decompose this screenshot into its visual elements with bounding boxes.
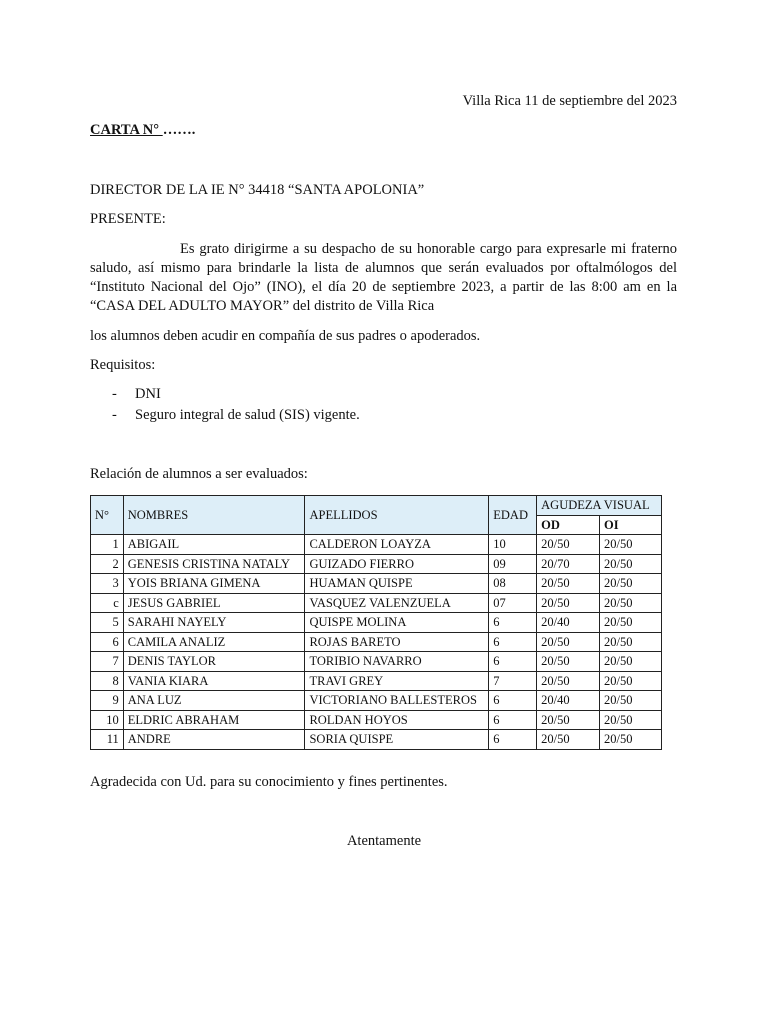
cell-nombres: GENESIS CRISTINA NATALY	[123, 554, 305, 574]
requirements-title: Requisitos:	[90, 357, 156, 373]
cell-od: 20/50	[537, 535, 600, 555]
header-agudeza: AGUDEZA VISUAL	[537, 496, 662, 516]
cell-oi: 20/50	[600, 671, 662, 691]
cell-num: 6	[91, 632, 124, 652]
table-row	[91, 574, 662, 594]
cell-nombres: ELDRIC ABRAHAM	[123, 710, 305, 730]
cell-num: 11	[91, 730, 124, 750]
closing-text: Agradecida con Ud. para su conocimiento y fines pertinentes.	[90, 774, 448, 790]
table-row	[91, 613, 662, 633]
cell-num: 3	[91, 574, 124, 594]
carta-dots: …….	[162, 122, 196, 138]
cell-nombres: ABIGAIL	[123, 535, 305, 555]
requirement-item	[90, 407, 360, 428]
cell-oi: 20/50	[600, 613, 662, 633]
cell-oi: 20/50	[600, 535, 662, 555]
requirement-item	[90, 386, 360, 407]
cell-num: 2	[91, 554, 124, 574]
cell-apellidos: TORIBIO NAVARRO	[305, 652, 489, 672]
cell-apellidos: ROJAS BARETO	[305, 632, 489, 652]
cell-od: 20/50	[537, 574, 600, 594]
recipient: DIRECTOR DE LA IE N° 34418 “SANTA APOLONIA”	[90, 182, 425, 198]
sign-off: Atentamente	[346, 833, 422, 849]
header-edad: EDAD	[489, 496, 537, 535]
presente-label: PRESENTE:	[90, 211, 166, 227]
cell-num: 5	[91, 613, 124, 633]
header-apellidos: APELLIDOS	[305, 496, 489, 535]
cell-oi: 20/50	[600, 593, 662, 613]
cell-num: 10	[91, 710, 124, 730]
cell-nombres: SARAHI NAYELY	[123, 613, 305, 633]
cell-oi: 20/50	[600, 632, 662, 652]
cell-nombres: JESUS GABRIEL	[123, 593, 305, 613]
cell-od: 20/50	[537, 652, 600, 672]
table-row	[91, 535, 662, 555]
table-row	[91, 671, 662, 691]
cell-edad: 07	[489, 593, 537, 613]
cell-nombres: VANIA KIARA	[123, 671, 305, 691]
cell-od: 20/70	[537, 554, 600, 574]
cell-oi: 20/50	[600, 691, 662, 711]
relation-title: Relación de alumnos a ser evaluados:	[90, 466, 308, 482]
cell-num: 9	[91, 691, 124, 711]
cell-apellidos: SORIA QUISPE	[305, 730, 489, 750]
requirement-text: Seguro integral de salud (SIS) vigente.	[135, 407, 360, 423]
table-body	[91, 535, 662, 750]
cell-od: 20/40	[537, 613, 600, 633]
cell-nombres: ANDRE	[123, 730, 305, 750]
table-row	[91, 730, 662, 750]
header-oi: OI	[600, 515, 662, 535]
cell-edad: 08	[489, 574, 537, 594]
cell-edad: 6	[489, 632, 537, 652]
cell-edad: 10	[489, 535, 537, 555]
cell-num: 8	[91, 671, 124, 691]
cell-edad: 6	[489, 730, 537, 750]
header-num: N°	[91, 496, 124, 535]
cell-num: c	[91, 593, 124, 613]
requirement-text: DNI	[135, 386, 161, 402]
cell-edad: 6	[489, 652, 537, 672]
cell-oi: 20/50	[600, 554, 662, 574]
table-row	[91, 652, 662, 672]
letter-number	[90, 122, 195, 139]
list-dash: -	[112, 407, 117, 423]
cell-edad: 09	[489, 554, 537, 574]
cell-oi: 20/50	[600, 652, 662, 672]
cell-oi: 20/50	[600, 710, 662, 730]
table-row	[91, 691, 662, 711]
cell-oi: 20/50	[600, 574, 662, 594]
table-row	[91, 554, 662, 574]
cell-edad: 6	[489, 613, 537, 633]
cell-od: 20/50	[537, 593, 600, 613]
cell-od: 20/50	[537, 730, 600, 750]
table-row	[91, 632, 662, 652]
carta-label: CARTA N°	[90, 122, 163, 138]
cell-apellidos: VICTORIANO BALLESTEROS	[305, 691, 489, 711]
requirements-list	[90, 386, 360, 428]
cell-nombres: CAMILA ANALIZ	[123, 632, 305, 652]
header-nombres: NOMBRES	[123, 496, 305, 535]
cell-apellidos: GUIZADO FIERRO	[305, 554, 489, 574]
cell-num: 7	[91, 652, 124, 672]
parents-note: los alumnos deben acudir en compañía de sus padres o apoderados.	[90, 328, 481, 344]
cell-od: 20/40	[537, 691, 600, 711]
body-paragraph: Es grato dirigirme a su despacho de su honorable cargo para expresarle mi fraterno saludo, así mismo para brindarle la lista de alumnos que serán evaluados por oftalmólogos del “Instituto Nacional del Ojo” (INO), el día 20 de septiembre 2023, a partir de las 8:00 am en la “CASA DEL ADULTO MAYOR” del distrito de Villa Rica	[90, 241, 677, 314]
cell-apellidos: VASQUEZ VALENZUELA	[305, 593, 489, 613]
cell-num: 1	[91, 535, 124, 555]
cell-apellidos: QUISPE MOLINA	[305, 613, 489, 633]
cell-od: 20/50	[537, 632, 600, 652]
cell-edad: 6	[489, 710, 537, 730]
cell-od: 20/50	[537, 671, 600, 691]
letter-date: Villa Rica 11 de septiembre del 2023	[462, 93, 677, 109]
students-table	[90, 495, 662, 750]
cell-nombres: YOIS BRIANA GIMENA	[123, 574, 305, 594]
cell-edad: 6	[489, 691, 537, 711]
table-row	[91, 593, 662, 613]
cell-edad: 7	[489, 671, 537, 691]
cell-nombres: ANA LUZ	[123, 691, 305, 711]
cell-apellidos: CALDERON LOAYZA	[305, 535, 489, 555]
list-dash: -	[112, 386, 117, 402]
table-row	[91, 710, 662, 730]
cell-od: 20/50	[537, 710, 600, 730]
cell-oi: 20/50	[600, 730, 662, 750]
cell-nombres: DENIS TAYLOR	[123, 652, 305, 672]
cell-apellidos: TRAVI GREY	[305, 671, 489, 691]
cell-apellidos: ROLDAN HOYOS	[305, 710, 489, 730]
cell-apellidos: HUAMAN QUISPE	[305, 574, 489, 594]
table-header-row	[91, 496, 662, 516]
header-od: OD	[537, 515, 600, 535]
